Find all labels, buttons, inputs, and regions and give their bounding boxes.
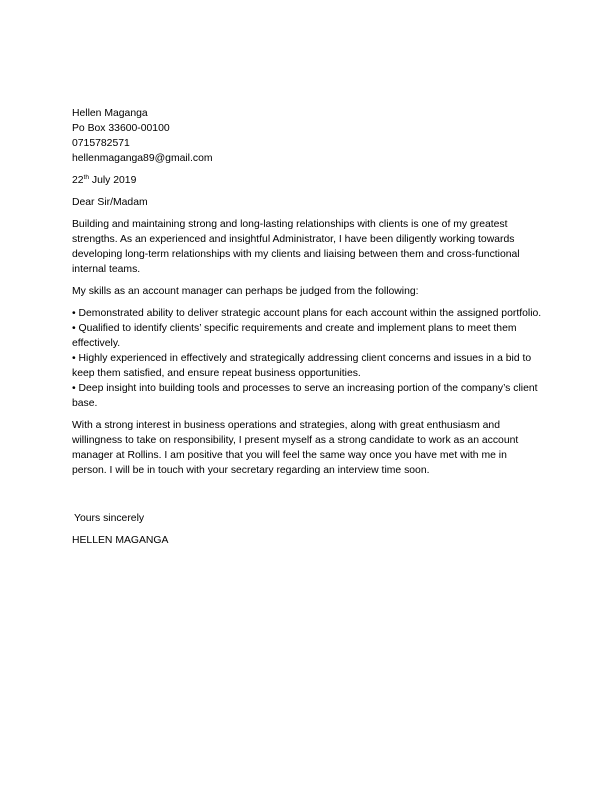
skills-intro-paragraph: My skills as an account manager can perhaps be judged from the following:: [72, 286, 419, 297]
letter-date: [72, 173, 542, 188]
list-item: • Demonstrated ability to deliver strategic account plans for each account within the assigned portfolio.: [72, 308, 542, 319]
intro-paragraph: Building and maintaining strong and long-lasting relationships with clients is one of my greatest strengths. As an experienced and insightful Administrator, I have been diligently working towards developing long-term relationships with my clients and liaising between them and cross-functional internal teams.: [72, 219, 520, 275]
letter-page: [72, 106, 542, 548]
sender-block: [72, 106, 542, 166]
sender-email: hellenmaganga89@gmail.com: [72, 153, 213, 164]
date-day: 22: [72, 175, 84, 186]
sender-address: Po Box 33600-00100: [72, 123, 170, 134]
list-item: • Highly experienced in effectively and strategically addressing client concerns and issues in a bid to keep them satisfied, and ensure repeat business opportunities.: [72, 353, 532, 379]
date-suffix: th: [83, 174, 89, 181]
salutation: Dear Sir/Madam: [72, 197, 148, 208]
closing-line: Yours sincerely: [74, 513, 145, 524]
list-item: • Deep insight into building tools and processes to serve an increasing portion of the company’s client base.: [72, 383, 538, 409]
date-rest: July 2019: [88, 175, 137, 186]
list-item: • Qualified to identify clients’ specific requirements and create and implement plans to meet them effectively.: [72, 323, 517, 349]
sender-name: Hellen Maganga: [72, 108, 148, 119]
signature-name: HELLEN MAGANGA: [72, 535, 169, 546]
sender-phone: 0715782571: [72, 138, 130, 149]
closing-paragraph: With a strong interest in business operations and strategies, along with great enthusiasm and willingness to take on responsibility, I present myself as a strong candidate to work as an account manager at Rollins. I am positive that you will feel the same way once you have met with me in person. I will be in touch with your secretary regarding an interview time soon.: [72, 420, 519, 476]
skills-list: [72, 306, 542, 411]
